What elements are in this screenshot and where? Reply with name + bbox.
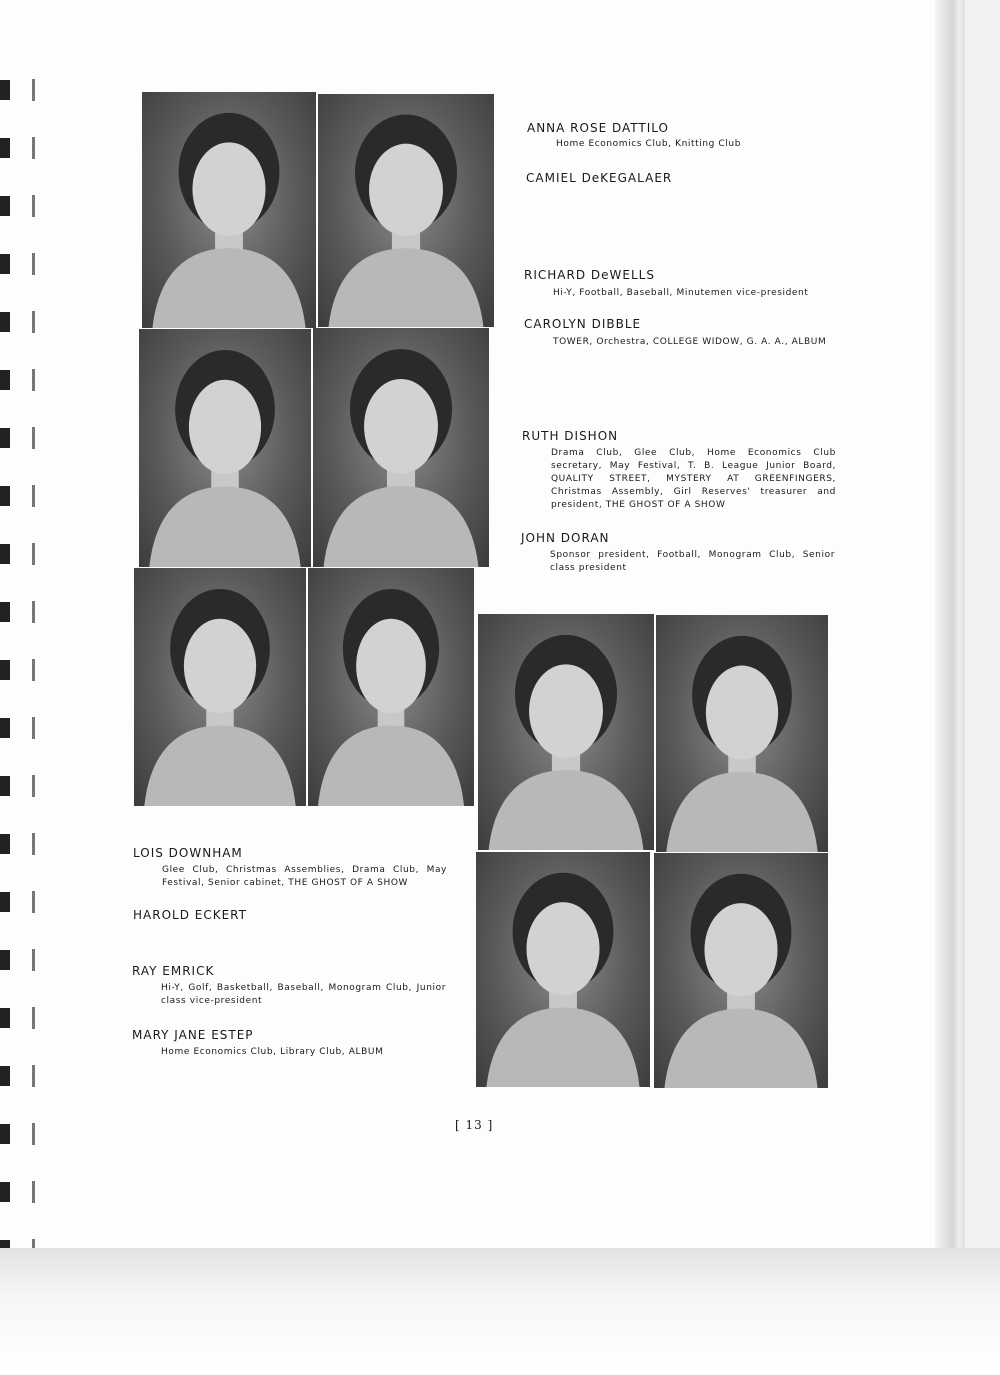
binding-hole <box>0 544 10 564</box>
binding-hole <box>0 486 10 506</box>
student-name: RAY EMRICK <box>132 964 215 978</box>
binding-hole <box>0 892 10 912</box>
portrait-anna-rose-dattilo <box>142 92 316 328</box>
binding-ring <box>32 949 35 971</box>
student-name: JOHN DORAN <box>521 531 610 545</box>
binding-ring <box>32 137 35 159</box>
binding-hole <box>0 776 10 796</box>
student-name: HAROLD ECKERT <box>133 908 247 922</box>
binding-ring <box>32 195 35 217</box>
binding-ring <box>32 717 35 739</box>
portrait-ruth-dishon <box>654 853 828 1088</box>
page-edge-outer <box>965 0 1000 1375</box>
binding-ring <box>32 253 35 275</box>
spiral-binding <box>0 0 40 1240</box>
student-activities: Sponsor president, Football, Monogram Club, Senior class president <box>550 550 835 573</box>
portrait-richard-dewells <box>139 329 311 567</box>
binding-hole <box>0 602 10 622</box>
binding-hole <box>0 254 10 274</box>
binding-ring <box>32 891 35 913</box>
binding-hole <box>0 834 10 854</box>
binding-ring <box>32 427 35 449</box>
binding-ring <box>32 79 35 101</box>
student-name: RICHARD DeWELLS <box>524 268 655 282</box>
student-name: MARY JANE ESTEP <box>132 1028 254 1042</box>
student-name: ANNA ROSE DATTILO <box>527 121 669 135</box>
student-activities: Drama Club, Glee Club, Home Economics Club secretary, May Festival, T. B. League Junior Board, QUALITY STREET, MYSTERY AT GREENFINGERS, Christmas Assembly, Girl Reserves' treasurer and president, THE GHOST OF A SHOW <box>551 448 836 510</box>
portrait-carolyn-dibble <box>313 328 489 567</box>
student-activities: Glee Club, Christmas Assemblies, Drama Club, May Festival, Senior cabinet, THE GHOST OF A SHOW <box>162 865 447 888</box>
binding-ring <box>32 369 35 391</box>
binding-ring <box>32 1065 35 1087</box>
binding-ring <box>32 485 35 507</box>
binding-ring <box>32 775 35 797</box>
student-activities: Hi-Y, Golf, Basketball, Baseball, Monogram Club, Junior class vice-president <box>161 983 446 1006</box>
portrait-mary-jane-estep <box>476 852 650 1087</box>
page-bottom-shadow <box>0 1248 1000 1375</box>
student-activities: Home Economics Club, Library Club, ALBUM <box>161 1047 384 1057</box>
portrait-lois-downham <box>134 568 306 806</box>
student-activities: Hi-Y, Football, Baseball, Minutemen vice-president <box>553 288 809 298</box>
binding-hole <box>0 1124 10 1144</box>
student-name: LOIS DOWNHAM <box>133 846 243 860</box>
binding-hole <box>0 1008 10 1028</box>
binding-hole <box>0 80 10 100</box>
student-name: CAMIEL DeKEGALAER <box>526 171 673 185</box>
student-activities: Home Economics Club, Knitting Club <box>556 139 742 149</box>
binding-hole <box>0 196 10 216</box>
binding-hole <box>0 312 10 332</box>
binding-hole <box>0 660 10 680</box>
portrait-harold-eckert <box>308 568 474 806</box>
portrait-camiel-dekegalaer <box>318 94 494 327</box>
portrait-ray-emrick <box>478 614 654 850</box>
student-name: RUTH DISHON <box>522 429 619 443</box>
student-activities: TOWER, Orchestra, COLLEGE WIDOW, G. A. A., ALBUM <box>553 337 827 347</box>
binding-ring <box>32 659 35 681</box>
binding-hole <box>0 428 10 448</box>
binding-ring <box>32 311 35 333</box>
binding-hole <box>0 718 10 738</box>
binding-ring <box>32 833 35 855</box>
binding-ring <box>32 1123 35 1145</box>
binding-hole <box>0 950 10 970</box>
binding-ring <box>32 1181 35 1203</box>
binding-hole <box>0 1066 10 1086</box>
binding-ring <box>32 543 35 565</box>
binding-hole <box>0 138 10 158</box>
binding-hole <box>0 1182 10 1202</box>
portrait-john-doran <box>656 615 828 852</box>
page-number: [ 13 ] <box>455 1118 494 1132</box>
binding-ring <box>32 601 35 623</box>
student-name: CAROLYN DIBBLE <box>524 317 642 331</box>
binding-ring <box>32 1007 35 1029</box>
binding-hole <box>0 370 10 390</box>
